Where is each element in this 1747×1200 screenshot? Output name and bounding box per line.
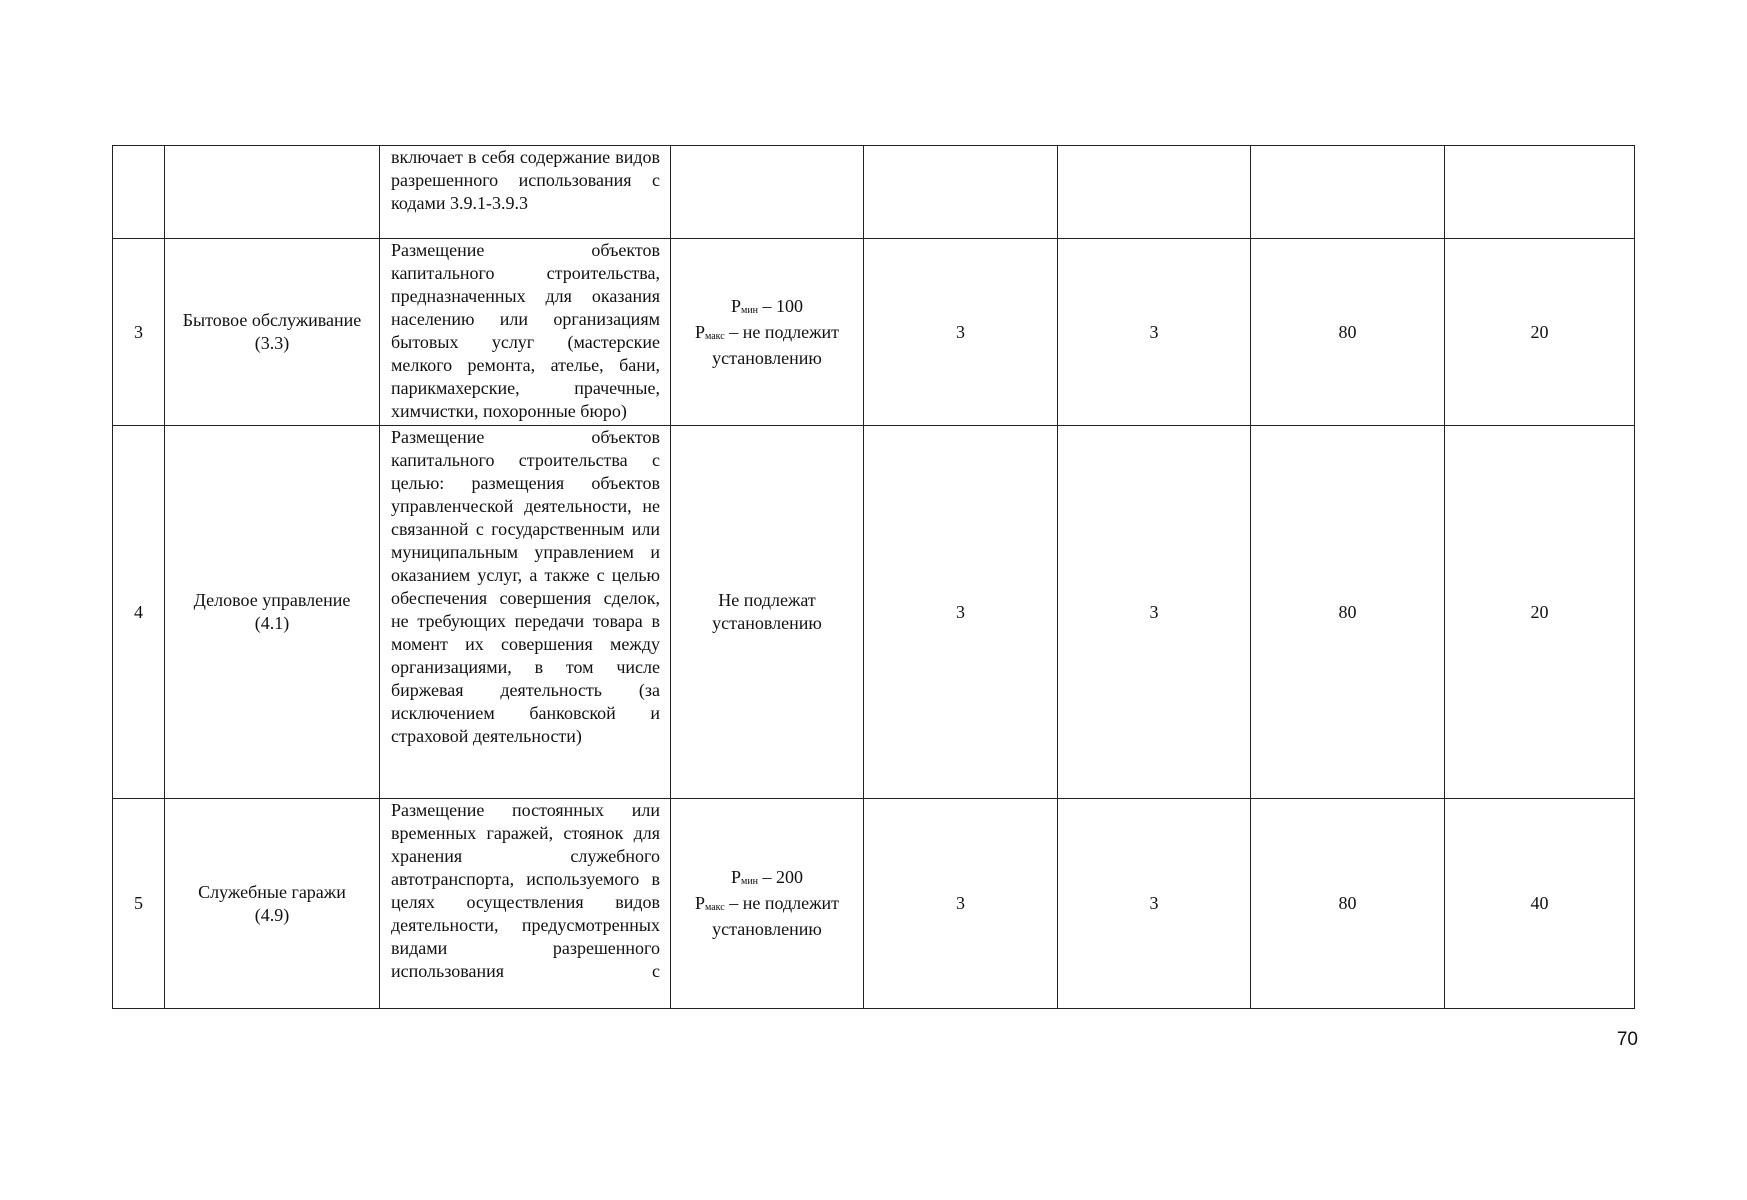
- value-cell: [864, 146, 1058, 239]
- plot-area-min: Pмин – 100: [730, 295, 804, 316]
- row-number-cell: 4: [113, 426, 165, 799]
- use-type-name: Бытовое обслуживание: [182, 310, 362, 330]
- use-type-cell: [165, 146, 380, 239]
- use-type-cell: [165, 426, 380, 799]
- table-row: [113, 239, 1635, 426]
- value-cell: 3: [864, 426, 1058, 799]
- value-cell: 80: [1251, 239, 1445, 426]
- plot-area-text: установлению: [712, 613, 822, 633]
- description-cell: [380, 146, 671, 239]
- table-row: [113, 799, 1635, 1009]
- use-type-cell: [165, 239, 380, 426]
- plot-area-text: Не подлежат: [718, 590, 816, 610]
- plot-area-tail: установлению: [712, 919, 822, 939]
- value-cell: [1058, 146, 1251, 239]
- description-cell: [380, 799, 671, 1009]
- description-cell: [380, 239, 671, 426]
- table-row: [113, 146, 1635, 239]
- use-type-name: Деловое управление: [193, 590, 351, 610]
- row-number-cell: 5: [113, 799, 165, 1009]
- value-cell: [1445, 146, 1635, 239]
- plot-area-min: Pмин – 200: [730, 867, 804, 887]
- plot-area-cell: [671, 146, 864, 239]
- plot-area-tail: установлению: [712, 347, 822, 368]
- table-row: [113, 426, 1635, 799]
- plot-area-cell: [671, 239, 864, 426]
- plot-area-max: Pмакс – не подлежит: [694, 321, 840, 342]
- land-use-regulations-table: [112, 145, 1635, 1009]
- row-number-cell: 3: [113, 239, 165, 426]
- value-cell: 80: [1251, 426, 1445, 799]
- description-text: Размещение объектов капитального строительства, предназначенных для оказания населению или организациям бытовых услуг (мастерские мелкого ремонта, ателье, бани, парикмахерские, прачечные, химчистки, похоронные бюро): [391, 240, 660, 421]
- plot-area-cell: [671, 426, 864, 799]
- plot-area-max: Pмакс – не подлежит: [694, 893, 840, 913]
- plot-area-cell: [671, 799, 864, 1009]
- description-text: включает в себя содержание видов разрешенного использования с кодами 3.9.1-3.9.3: [391, 147, 660, 213]
- value-cell: 3: [1058, 239, 1251, 426]
- value-cell: 3: [864, 239, 1058, 426]
- description-cell: [380, 426, 671, 799]
- value-cell: 3: [1058, 426, 1251, 799]
- value-cell: [1251, 146, 1445, 239]
- row-number-cell: [113, 146, 165, 239]
- value-cell: 20: [1445, 239, 1635, 426]
- value-cell: 80: [1251, 799, 1445, 1009]
- description-text: Размещение объектов капитального строительства с целью: размещения объектов управленческой деятельности, не связанной с государственным или муниципальным управлением и оказанием услуг, а также с целью обеспечения совершения сделок, не требующих передачи товара в момент их совершения между организациями, в том числе биржевая деятельность (за исключением банковской и страховой деятельности): [391, 427, 660, 746]
- value-cell: 3: [864, 799, 1058, 1009]
- use-type-code: (4.1): [254, 613, 290, 633]
- value-cell: 3: [1058, 799, 1251, 1009]
- use-type-name: Служебные гаражи: [198, 881, 346, 902]
- use-type-code: (3.3): [254, 333, 290, 353]
- page-number: 70: [1616, 1029, 1638, 1050]
- value-cell: 20: [1445, 426, 1635, 799]
- use-type-code: (4.9): [254, 904, 290, 925]
- description-text: Размещение постоянных или временных гаражей, стоянок для хранения служебного автотранспорта, используемого в целях осуществления видов деятельности, предусмотренных видами разрешенного использования с: [391, 800, 660, 981]
- value-cell: 40: [1445, 799, 1635, 1009]
- use-type-cell: [165, 799, 380, 1009]
